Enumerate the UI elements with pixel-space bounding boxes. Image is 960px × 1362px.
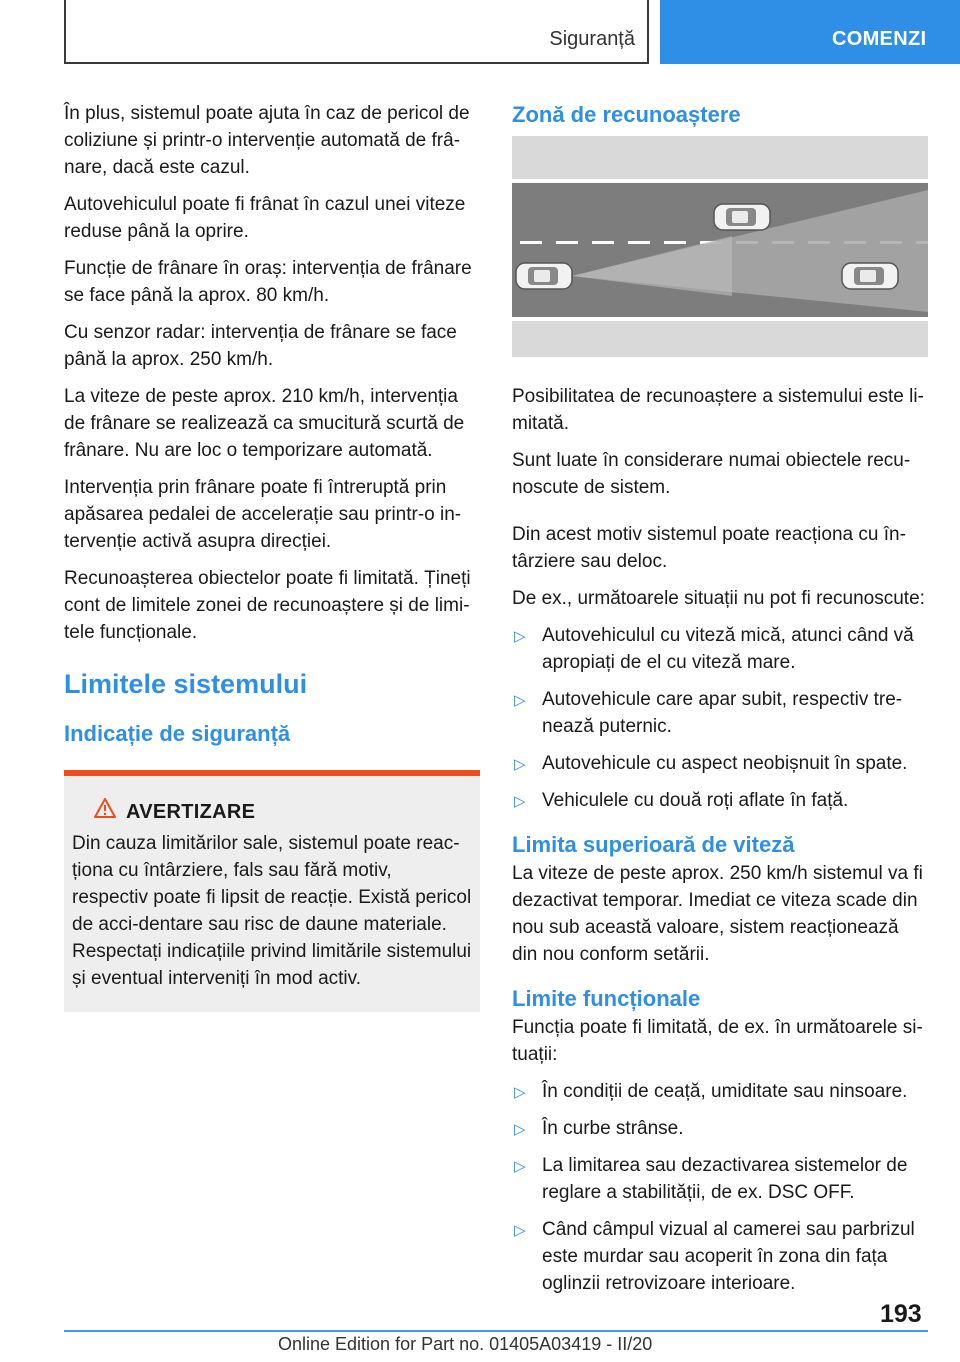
car-icon (842, 263, 898, 289)
list-item: ▷ Vehiculele cu două roți aflate în față. (512, 787, 928, 814)
recognition-limits-list (512, 622, 928, 814)
paragraph: De ex., următoarele situații nu pot fi recunoscute: (512, 588, 925, 609)
paragraph: Recunoașterea obiectelor poate fi limitată. Țineți cont de limitele zonei de recunoaștere și de limi-tele funcționale. (64, 568, 471, 643)
list-item: ▷ La limitarea sau dezactivarea sistemelor de reglare a stabilității, de ex. DSC OFF. (514, 1155, 908, 1203)
triangle-right-icon: ▷ (514, 1121, 526, 1138)
tab-comenzi[interactable] (660, 0, 960, 64)
warning-text: Din cauza limitărilor sale, sistemul poate reac-ționa cu întârziere, fals sau fără motiv, respectiv poate fi lipsit de reacție. Există pericol de acci-dentare sau risc de daune materiale. Respectați indicațiile privind limitările sistemului și eventual interveniți în mod activ. (72, 833, 472, 989)
header-section-box (64, 0, 649, 64)
triangle-right-icon: ▷ (514, 1158, 526, 1175)
tab-comenzi-label: COMENZI (832, 28, 927, 50)
paragraph: Din acest motiv sistemul poate reacționa cu în-târziere sau deloc. (512, 524, 906, 572)
heading-recognition-zone: Zonă de recunoaștere (512, 102, 741, 127)
page-number: 193 (880, 1300, 922, 1328)
triangle-right-icon: ▷ (514, 692, 526, 709)
paragraph: În plus, sistemul poate ajuta în caz de pericol de coliziune și printr-o intervenție automată de frâ-nare, dacă este cazul. (64, 103, 470, 178)
functional-limits-list (512, 1078, 928, 1297)
paragraph: La viteze de peste aprox. 210 km/h, intervenția de frânare se realizează ca smucitură scurtă de frânare. Nu are loc o temporizare automată. (64, 386, 465, 461)
triangle-right-icon: ▷ (514, 793, 526, 810)
triangle-right-icon: ▷ (514, 1084, 526, 1101)
list-item: ▷ Când câmpul vizual al camerei sau parbrizul este murdar sau acoperit în zona din fața oglinzii retrovizoare interioare. (514, 1219, 915, 1294)
paragraph: Autovehiculul poate fi frânat în cazul unei viteze reduse până la oprire. (64, 194, 466, 242)
triangle-right-icon: ▷ (514, 628, 526, 645)
footer-edition-text: Online Edition for Part no. 01405A03419 - II/20 (278, 1334, 653, 1354)
list-item: ▷ În curbe strânse. (512, 1115, 928, 1142)
list-item: ▷ În condiții de ceață, umiditate sau ninsoare. (512, 1078, 928, 1105)
footer-divider (64, 1330, 928, 1332)
heading-system-limits: Limitele sistemului (64, 669, 308, 699)
warning-header (94, 798, 472, 826)
paragraph: Funcție de frânare în oraș: intervenția de frânare se face până la aprox. 80 km/h. (64, 258, 472, 306)
triangle-right-icon: ▷ (514, 756, 526, 773)
heading-speed-limit: Limita superioară de viteză (512, 832, 795, 857)
paragraph: Sunt luate în considerare numai obiectele recu-noscute de sistem. (512, 450, 911, 498)
list-item: ▷ Autovehicule cu aspect neobișnuit în spate. (512, 750, 928, 777)
recognition-zone-illustration (512, 136, 928, 357)
heading-safety-note: Indicație de siguranță (64, 721, 291, 746)
car-icon (714, 204, 770, 230)
triangle-right-icon: ▷ (514, 1222, 526, 1239)
heading-functional-limits: Limite funcționale (512, 986, 701, 1011)
paragraph: La viteze de peste aprox. 250 km/h sistemul va fi dezactivat temporar. Imediat ce viteza scade din nou sub această valoare, sistem reacționează din nou conform setării. (512, 863, 923, 965)
warning-title: AVERTIZARE (126, 800, 256, 823)
list-item: ▷ Autovehicule care apar subit, respectiv tre-nează puternic. (514, 689, 903, 737)
paragraph: Funcția poate fi limitată, de ex. în următoarele si-tuații: (512, 1017, 923, 1065)
right-column (512, 100, 928, 1307)
warning-triangle-icon (94, 798, 116, 826)
list-item: ▷ Autovehiculul cu viteză mică, atunci când vă apropiați de el cu viteză mare. (514, 625, 914, 673)
paragraph: Intervenția prin frânare poate fi întreruptă prin apăsarea pedalei de accelerație sau printr-o in-tervenție activă asupra direcției. (64, 477, 462, 552)
car-icon (516, 263, 572, 289)
paragraph: Cu senzor radar: intervenția de frânare se face până la aprox. 250 km/h. (64, 322, 457, 370)
paragraph: Posibilitatea de recunoaștere a sistemului este li-mitată. (512, 386, 924, 434)
warning-box (64, 770, 480, 1012)
header-section-label: Siguranță (549, 28, 635, 50)
left-column (64, 100, 480, 1012)
